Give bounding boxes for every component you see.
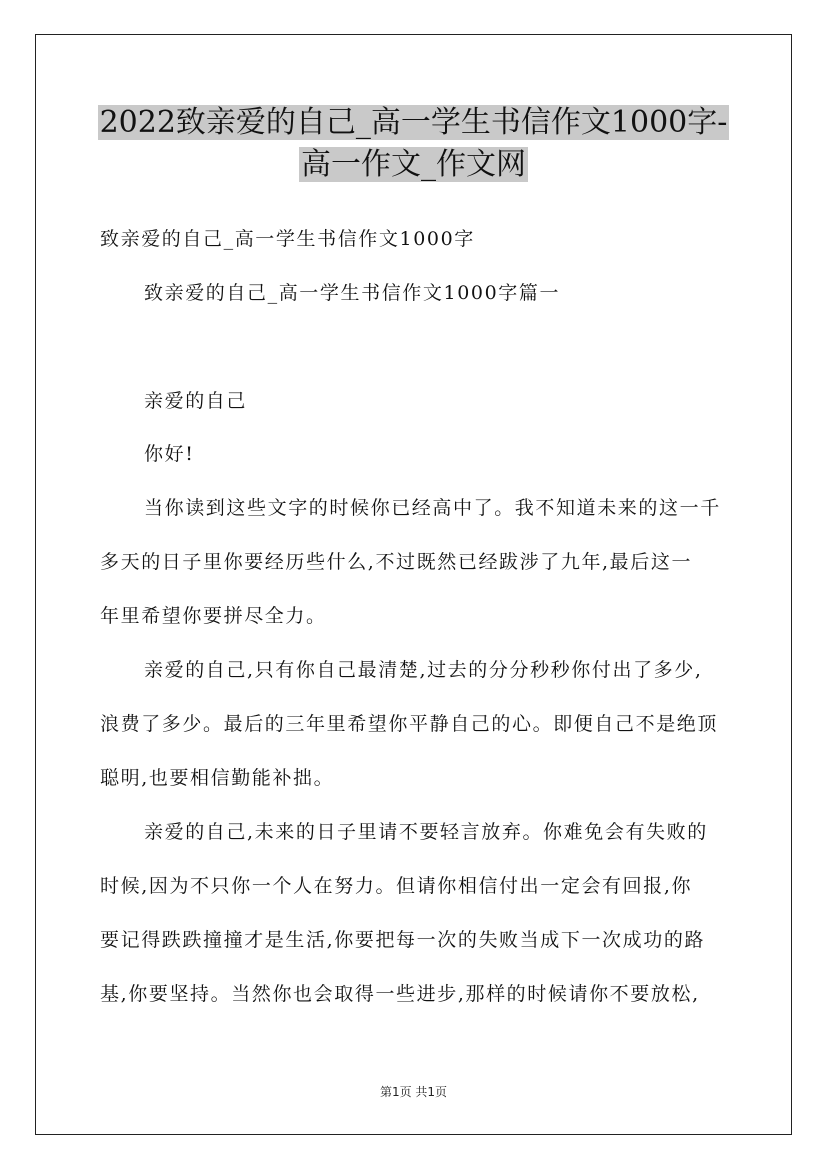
body-line: 要记得跌跌撞撞才是生活,你要把每一次的失败当成下一次成功的路 bbox=[100, 929, 706, 951]
salutation: 亲爱的自己 bbox=[144, 390, 248, 412]
body-line: 聪明,也要相信勤能补拙。 bbox=[100, 767, 335, 789]
greeting: 你好! bbox=[144, 443, 195, 465]
body-line: 亲爱的自己,只有你自己最清楚,过去的分分秒秒你付出了多少, bbox=[144, 659, 703, 681]
body-line: 亲爱的自己,未来的日子里请不要轻言放弃。你难免会有失败的 bbox=[144, 821, 708, 843]
page-border bbox=[35, 34, 792, 1135]
body-line: 年里希望你要拼尽全力。 bbox=[100, 605, 327, 627]
body-line: 多天的日子里你要经历些什么,不过既然已经跋涉了九年,最后这一 bbox=[100, 551, 693, 573]
body-line: 浪费了多少。最后的三年里希望你平静自己的心。即便自己不是绝顶 bbox=[100, 713, 719, 735]
document-title-line-1: 2022致亲爱的自己_高一学生书信作文1000字- bbox=[99, 105, 728, 140]
document-subtitle: 致亲爱的自己_高一学生书信作文1000字 bbox=[100, 228, 475, 250]
body-line: 当你读到这些文字的时候你已经高中了。我不知道未来的这一千 bbox=[144, 497, 721, 519]
document-title-line-2: 高一作文_作文网 bbox=[301, 147, 526, 182]
body-line: 基,你要坚持。当然你也会取得一些进步,那样的时候请你不要放松, bbox=[100, 983, 700, 1005]
body-line: 时候,因为不只你一个人在努力。但请你相信付出一定会有回报,你 bbox=[100, 875, 693, 897]
section-heading: 致亲爱的自己_高一学生书信作文1000字篇一 bbox=[144, 282, 561, 304]
page-footer: 第1页 共1页 bbox=[379, 1085, 448, 1099]
